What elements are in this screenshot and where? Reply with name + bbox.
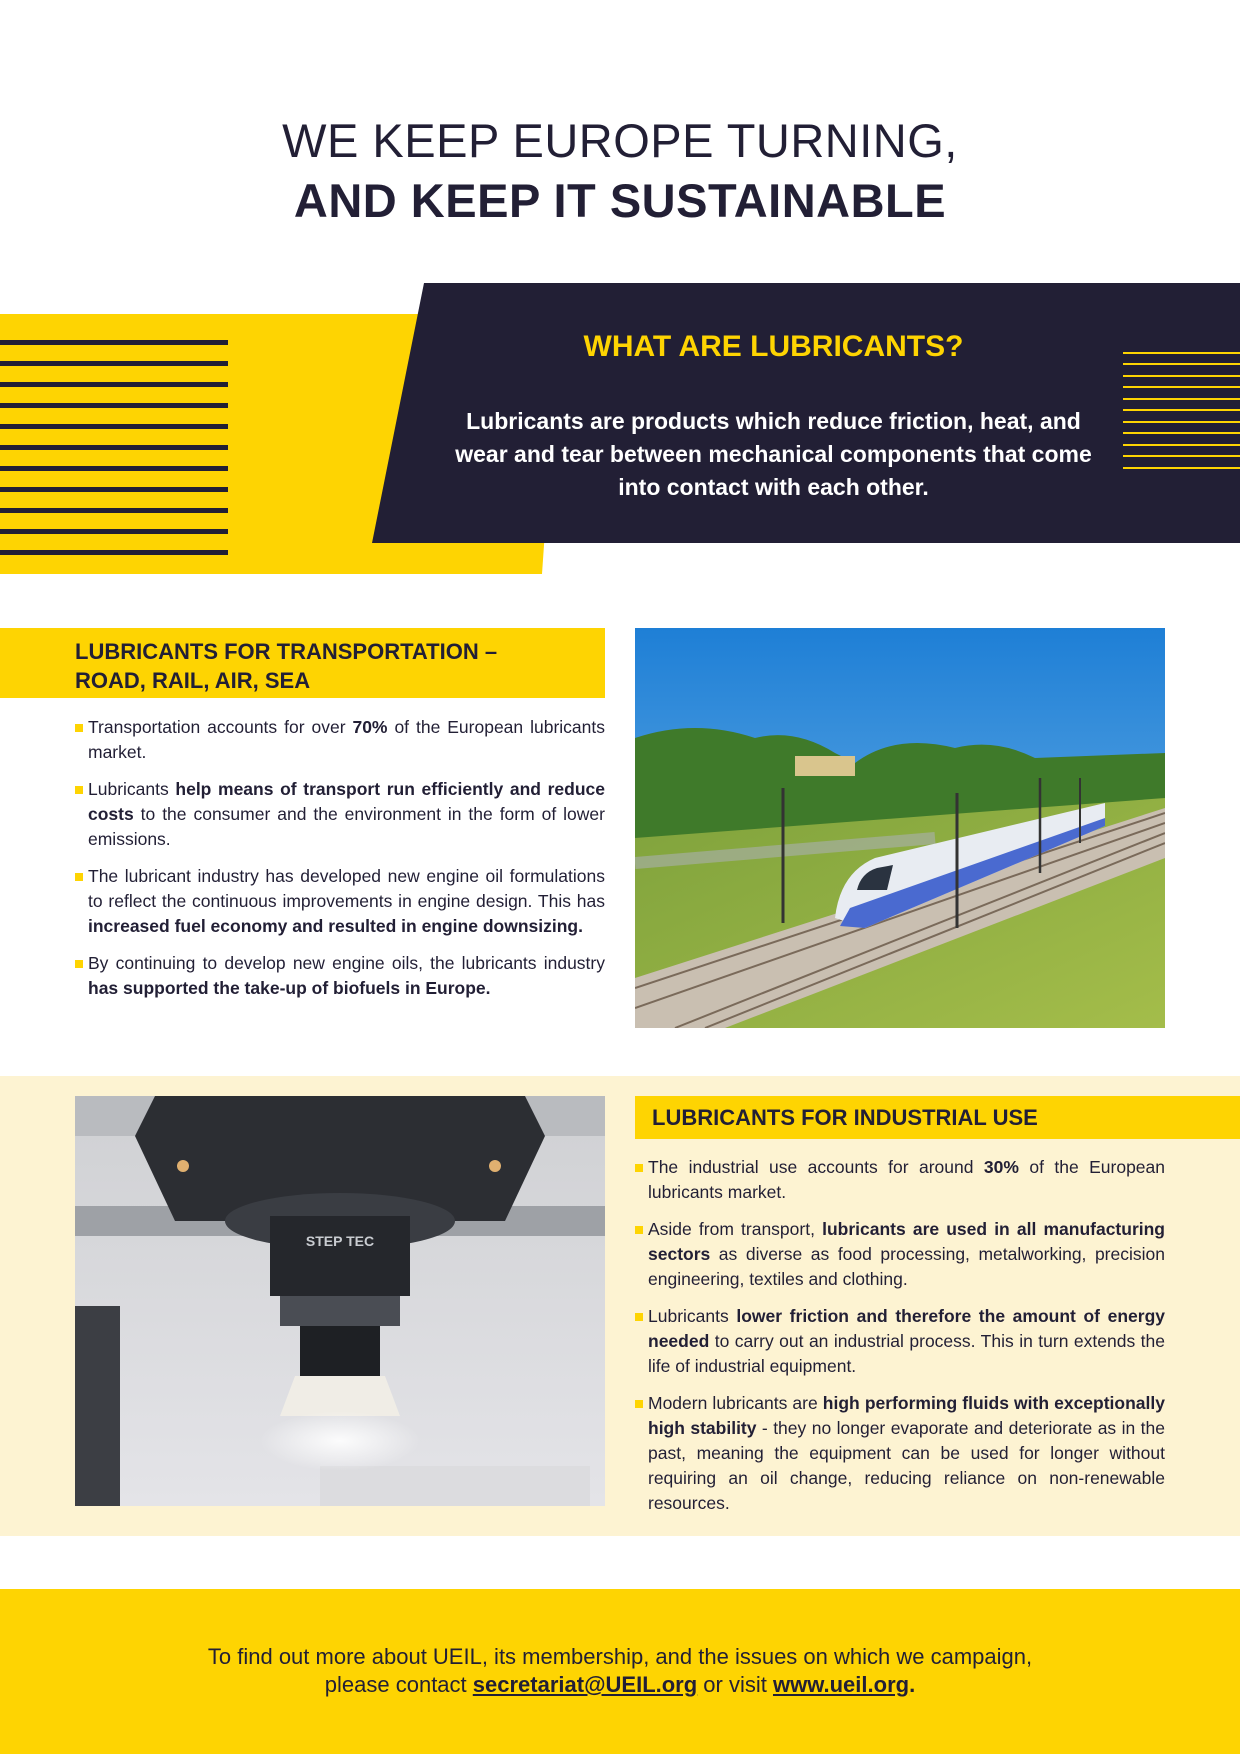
bullet-square-icon: [635, 1313, 643, 1321]
svg-text:STEP TEC: STEP TEC: [305, 1233, 375, 1249]
banner-definition: Lubricants are products which reduce friction, heat, and wear and tear between mechanical components that come into contact with each other.: [455, 408, 1092, 500]
footer: [0, 1589, 1240, 1754]
page-title: [0, 112, 1240, 230]
list-item: Lubricants help means of transport run efficiently and reduce costs to the consumer and the environment in the form of lower emissions.: [75, 777, 605, 852]
transportation-heading-bar: [0, 628, 605, 698]
list-item: The industrial use accounts for around 30% of the European lubricants market.: [635, 1155, 1165, 1205]
decorative-stripes-right: [1123, 352, 1240, 472]
website-link[interactable]: www.ueil.org: [772, 1672, 910, 1697]
list-item: Modern lubricants are high performing fluids with exceptionally high stability - they no longer evaporate and deteriorate as in the past, meaning the equipment can be used for longer without requiring an oil change, reducing reliance on non-renewable resources.: [635, 1391, 1165, 1516]
industrial-bullets: [635, 1155, 1165, 1528]
list-item: Transportation accounts for over 70% of the European lubricants market.: [75, 715, 605, 765]
bullet-square-icon: [75, 724, 83, 732]
bullet-square-icon: [635, 1164, 643, 1172]
bullet-square-icon: [75, 786, 83, 794]
email-link[interactable]: secretariat@UEIL.org: [472, 1672, 698, 1697]
industrial-heading: LUBRICANTS FOR INDUSTRIAL USE: [652, 1105, 1038, 1130]
list-item: The lubricant industry has developed new engine oil formulations to reflect the continuous improvements in engine design. This has increased fuel economy and resulted in engine downsizing.: [75, 864, 605, 939]
transportation-bullets: [75, 715, 605, 1013]
decorative-stripes-left: [0, 340, 228, 560]
bullet-square-icon: [75, 960, 83, 968]
list-item: Aside from transport, lubricants are used in all manufacturing sectors as diverse as food processing, metalworking, precision engineering, textiles and clothing.: [635, 1217, 1165, 1292]
bullet-square-icon: [635, 1400, 643, 1408]
list-item: Lubricants lower friction and therefore the amount of energy needed to carry out an industrial process. This in turn extends the life of industrial equipment.: [635, 1304, 1165, 1379]
transportation-heading: LUBRICANTS FOR TRANSPORTATION – ROAD, RAIL, AIR, SEA: [75, 639, 498, 693]
bullet-square-icon: [635, 1226, 643, 1234]
list-item: By continuing to develop new engine oils, the lubricants industry has supported the take-up of biofuels in Europe.: [75, 951, 605, 1001]
title-line-2: AND KEEP IT SUSTAINABLE: [293, 174, 947, 227]
industrial-heading-bar: [635, 1096, 1240, 1139]
train-photo: [635, 628, 1165, 1028]
footer-contact-text: To find out more about UEIL, its membership, and the issues on which we campaign, please contact secretariat@UEIL.org or visit www.ueil.org.: [207, 1644, 1033, 1697]
banner-title: WHAT ARE LUBRICANTS?: [583, 330, 964, 363]
title-line-1: WE KEEP EUROPE TURNING,: [282, 114, 958, 167]
milling-machine-photo: [75, 1096, 605, 1506]
bullet-square-icon: [75, 873, 83, 881]
